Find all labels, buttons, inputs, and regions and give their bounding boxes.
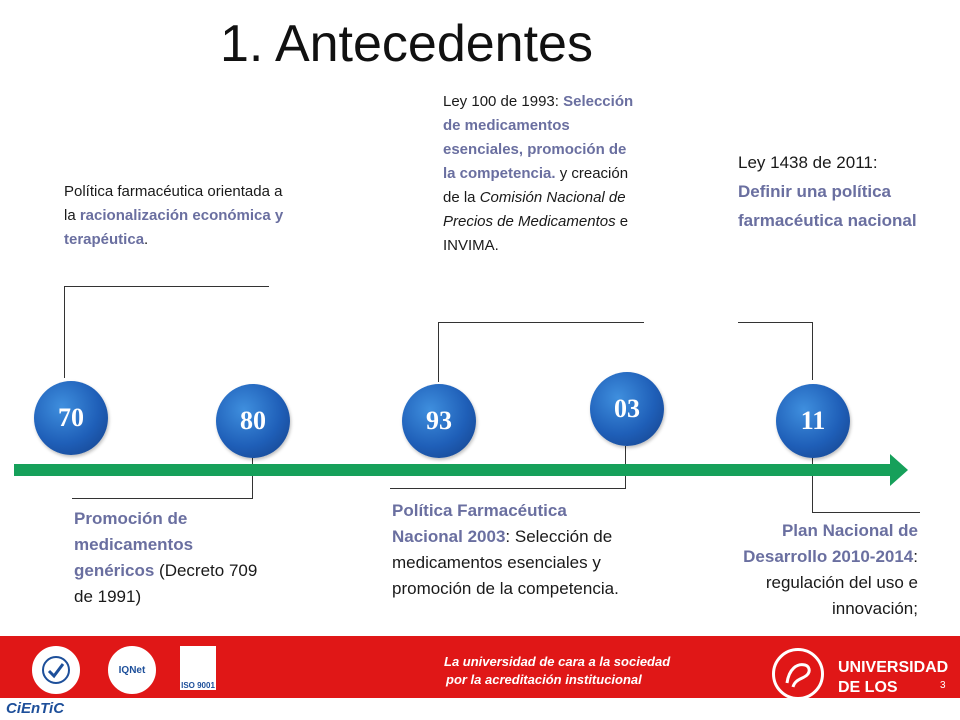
note-80: Promoción de medicamentos genéricos (Decreto 709 de 1991): [74, 509, 258, 606]
year-bubble-80: 80: [216, 384, 290, 458]
timeline-arrow: [14, 452, 910, 488]
note-11-top: Ley 1438 de 2011: Definir una política farmacéutica nacional: [738, 153, 917, 230]
note-93: Ley 100 de 1993: Selección de medicamentos esenciales, promoción de la competencia. y creación de la Comisión Nacional de Precios de Medicamentos e INVIMA.: [443, 93, 634, 254]
connector-93-top: [438, 322, 644, 323]
note-70: Política farmacéutica orientada a la racionalización económica y terapéutica.: [64, 183, 284, 248]
shield-icon: [41, 655, 71, 685]
year-bubble-11: 11: [776, 384, 850, 458]
footer-slogan: La universidad de cara a la sociedad por la acreditación institucional: [444, 654, 671, 687]
year-bubble-93: 93: [402, 384, 476, 458]
connector-11-top: [738, 322, 813, 323]
university-logo: [772, 648, 824, 700]
brand-logo: CiEnTiC: [6, 700, 65, 717]
connector-70-top: [64, 286, 269, 287]
bird-icon: [775, 651, 821, 697]
connector-93: [438, 322, 439, 382]
connector-11-up: [812, 322, 813, 380]
connector-70: [64, 286, 65, 378]
footer-strip: [0, 698, 960, 720]
connector-11-bottom: [812, 512, 920, 513]
connector-80-bottom: [72, 498, 253, 499]
year-bubble-03: 03: [590, 372, 664, 446]
certification-logo-iqnet: IQNet: [108, 646, 156, 694]
certification-logo-1: [32, 646, 80, 694]
year-bubble-70: 70: [34, 381, 108, 455]
note-03: Política Farmacéutica Nacional 2003: Selección de medicamentos esenciales y promoción de la competencia.: [392, 501, 619, 598]
note-11-bottom: Plan Nacional de Desarrollo 2010-2014: regulación del uso e innovación;: [743, 521, 918, 618]
university-name: UNIVERSIDAD DE LOS LLANOS: [838, 659, 949, 716]
certification-logo-iso: ISO 9001: [180, 646, 216, 690]
page-title: 1. Antecedentes: [220, 15, 593, 73]
connector-03-bottom: [390, 488, 626, 489]
page-number: 3: [940, 680, 946, 691]
